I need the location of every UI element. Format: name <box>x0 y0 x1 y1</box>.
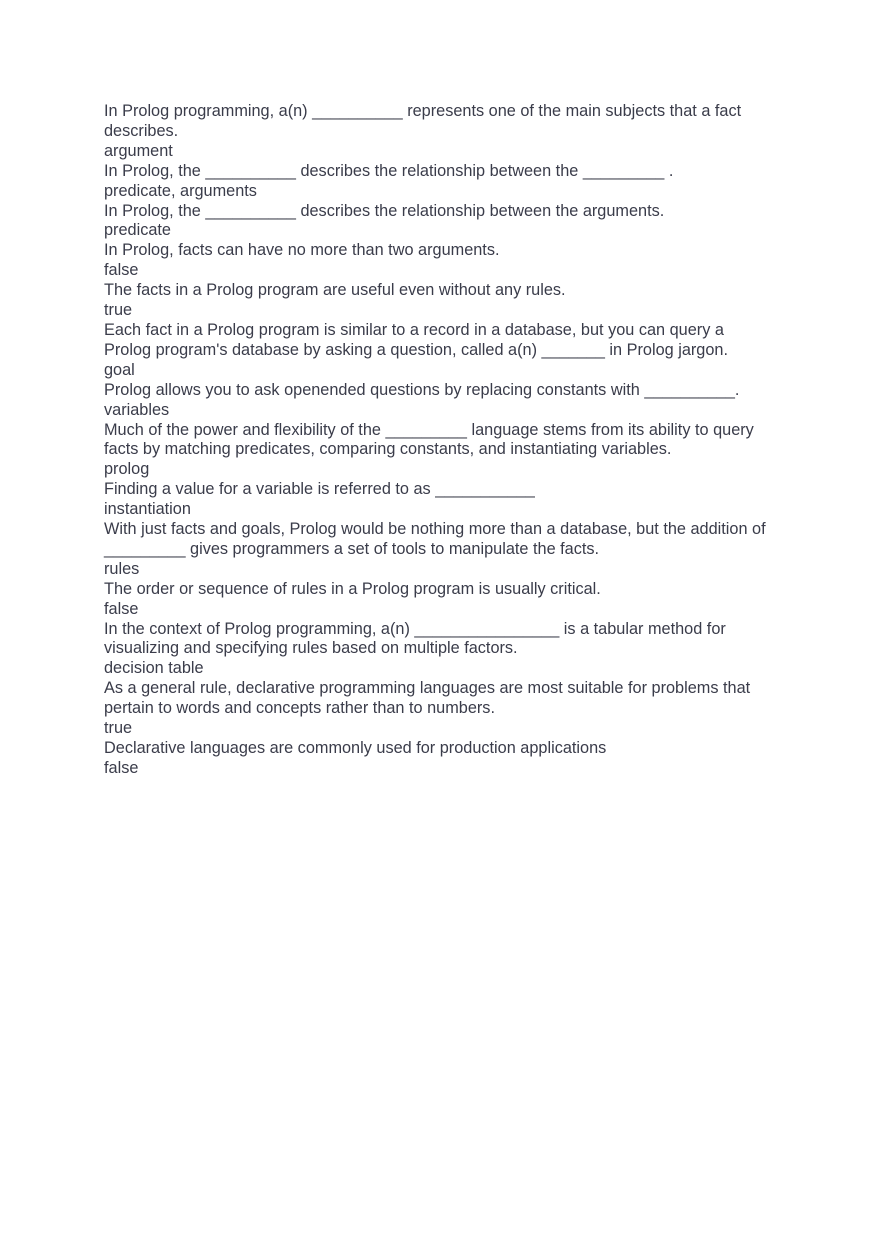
qa-item <box>104 381 774 421</box>
answer-text: prolog <box>104 460 150 479</box>
question-text: Each fact in a Prolog program is similar to a record in a database, but you can query a Prolog program's database by asking a question, called a(n) _______ in Prolog jargon. <box>104 320 728 359</box>
answer-text: false <box>104 599 139 618</box>
answer-text: true <box>104 301 133 320</box>
answer-text: rules <box>104 559 140 578</box>
question-text: In Prolog, the __________ describes the relationship between the _________ . <box>104 161 674 180</box>
question-text: In the context of Prolog programming, a(n) ________________ is a tabular method for visualizing and specifying rules based on multiple factors. <box>104 619 726 658</box>
answer-text: false <box>104 261 139 280</box>
qa-item <box>104 202 774 242</box>
question-text: In Prolog programming, a(n) __________ represents one of the main subjects that a fact describes. <box>104 102 742 140</box>
question-text: Finding a value for a variable is referred to as ___________ <box>104 480 535 499</box>
answer-text: predicate <box>104 221 171 240</box>
answer-text: true <box>104 719 133 738</box>
question-text: The facts in a Prolog program are useful even without any rules. <box>104 281 566 300</box>
question-text: In Prolog, facts can have no more than two arguments. <box>104 241 500 260</box>
answer-text: variables <box>104 400 170 419</box>
qa-item <box>104 480 774 520</box>
qa-item <box>104 162 774 202</box>
qa-item <box>104 739 774 779</box>
answer-text: goal <box>104 360 135 379</box>
question-text: Much of the power and flexibility of the _________ language stems from its ability to query facts by matching predicates, comparing constants, and instantiating variables. <box>104 420 754 459</box>
qa-item <box>104 241 774 281</box>
question-text: In Prolog, the __________ describes the relationship between the arguments. <box>104 201 665 220</box>
answer-text: predicate, arguments <box>104 181 257 200</box>
answer-text: false <box>104 758 139 777</box>
question-text: As a general rule, declarative programming languages are most suitable for problems that pertain to words and concepts rather than to numbers. <box>104 679 751 718</box>
answer-text: argument <box>104 141 173 160</box>
answer-text: decision table <box>104 659 204 678</box>
qa-item <box>104 620 774 680</box>
question-text: The order or sequence of rules in a Prolog program is usually critical. <box>104 579 601 598</box>
qa-item <box>104 421 774 481</box>
qa-item <box>104 281 774 321</box>
qa-item <box>104 520 774 580</box>
answer-text: instantiation <box>104 500 191 519</box>
qa-item <box>104 679 774 739</box>
question-text: Prolog allows you to ask openended questions by replacing constants with __________. <box>104 380 740 399</box>
qa-item <box>104 321 774 381</box>
qa-item <box>104 580 774 620</box>
qa-item <box>104 102 774 162</box>
qa-list <box>104 102 774 779</box>
question-text: Declarative languages are commonly used for production applications <box>104 739 607 757</box>
question-text: With just facts and goals, Prolog would be nothing more than a database, but the addition of _________ gives programmers a set of tools to manipulate the facts. <box>104 520 766 558</box>
